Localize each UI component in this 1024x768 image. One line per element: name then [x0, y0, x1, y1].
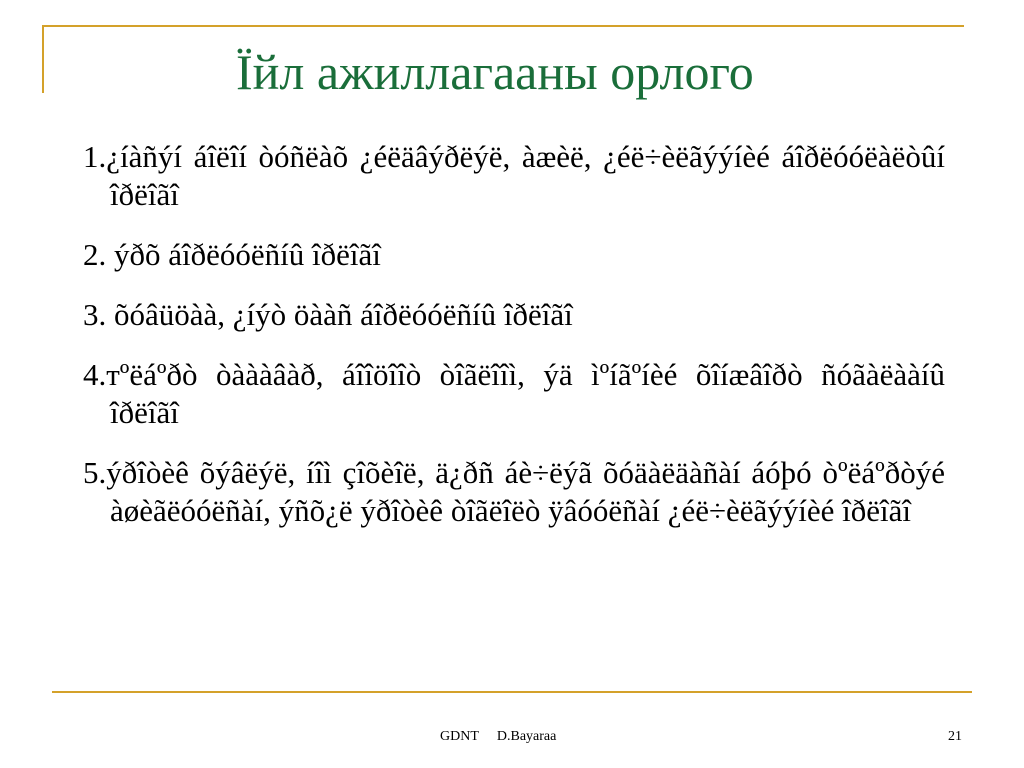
top-accent-line: [42, 25, 964, 27]
list-item-4: [83, 356, 945, 432]
list-item-text: ¿íàñýí áîëîí òóñëàõ ¿éëäâýðëýë, àæèë, ¿éë÷èëãýýíèé áîðëóóëàëòûí îðëîãî: [106, 139, 945, 212]
list-item-text: õóâüöàà, ¿íýò öààñ áîðëóóëñíû îðëîãî: [114, 297, 573, 332]
list-item-number: 1.: [83, 139, 107, 174]
list-item-text: ýðõ áîðëóóëñíû îðëîãî: [114, 237, 381, 272]
footer-author: D.Bayaraa: [496, 729, 557, 744]
slide-body: [83, 138, 945, 638]
footer: [0, 727, 1024, 747]
list-item-2: [83, 236, 945, 274]
page-number: 21: [948, 729, 962, 744]
list-item-3: [83, 296, 945, 334]
left-accent-line: [42, 25, 44, 93]
footer-divider: [52, 691, 972, 693]
footer-credit: [440, 727, 556, 747]
list-item-number: 5.: [83, 455, 107, 490]
list-item-5: [83, 454, 945, 530]
slide-title: Їйл ажиллагааны орлого: [236, 44, 754, 100]
list-item-number: 2.: [83, 237, 114, 272]
list-item-text: ýðîòèê õýâëýë, íîì çîõèîë, ä¿ðñ áè÷ëýã õóäàëäàñàí áóþó òºëáºðòýé àøèãëóóëñàí, ýñõ¿ë ýðîòèê òîãëîëò ÿâóóëñàí ¿éë÷èëãýýíèé îðëîãî: [106, 455, 945, 528]
list-item-text: тºëáºðò òàààâàð, áîîöîîò òîãëîîì, ýä ìºíãºíèé õîíæâîðò ñóãàëààíû îðëîãî: [106, 357, 945, 430]
list-item-number: 4.: [83, 357, 107, 392]
list-item-number: 3.: [83, 297, 114, 332]
footer-left-text: GDNT: [440, 729, 479, 744]
list-item-1: [83, 138, 945, 214]
